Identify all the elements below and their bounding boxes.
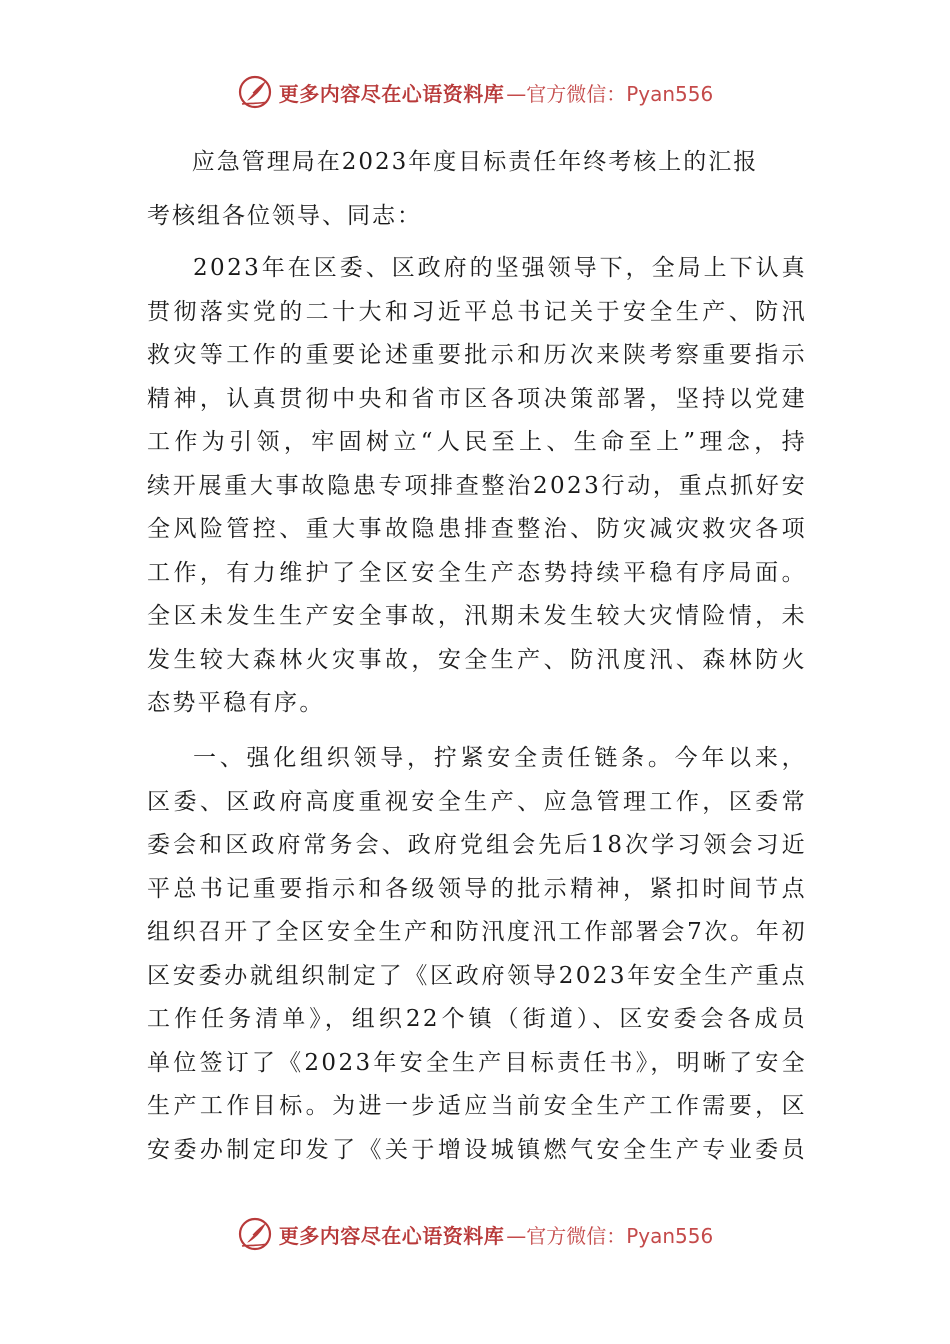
paragraph-line: 全风险管控、重大事故隐患排查整治、防灾减灾救灾各项 [147,516,807,542]
paragraph-section-one [147,737,807,1172]
watermark-brand-text: 更多内容尽在心语资料库 [278,81,505,106]
paragraph-intro [147,247,807,726]
paragraph-line: 单位签订了《2023年安全生产目标责任书》，明晰了安全 [147,1049,807,1076]
paragraph-line: 全区未发生生产安全事故，汛期未发生较大灾情险情，未 [147,603,807,629]
watermark-banner-top [0,70,950,114]
paragraph-line: 委会和区政府常务会、政府党组会先后18次学习领会习近 [147,832,807,858]
watermark-wechat-handle: —官方微信：Pyan556 [506,81,714,106]
paragraph-line: 2023年在区委、区政府的坚强领导下，全局上下认真 [193,255,807,281]
paragraph-line: 安委办制定印发了《关于增设城镇燃气安全生产专业委员 [147,1136,807,1163]
paragraph-line: 区安委办就组织制定了《区政府领导2023年安全生产重点 [147,962,807,989]
paragraph-line: 一、强化组织领导，拧紧安全责任链条。今年以来， [193,745,807,771]
paragraph-line: 工作为引领，牢固树立“人民至上、生命至上”理念，持 [147,429,807,455]
watermark-banner-bottom [0,1212,950,1256]
watermark-wechat-handle: —官方微信：Pyan556 [506,1223,714,1248]
paragraph-line: 平总书记重要指示和各级领导的批示精神，紧扣时间节点 [147,875,807,902]
paragraph-line: 发生较大森林火灾事故，安全生产、防汛度汛、森林防火 [147,646,807,673]
paragraph-line: 区委、区政府高度重视安全生产、应急管理工作，区委常 [147,788,807,815]
salutation: 考核组各位领导、同志： [147,203,422,229]
feather-pen-logo-icon [237,74,273,110]
paragraph-line: 精神，认真贯彻中央和省市区各项决策部署，坚持以党建 [147,385,807,412]
paragraph-line: 续开展重大事故隐患专项排查整治2023行动，重点抓好安 [147,472,807,499]
paragraph-line: 态势平稳有序。 [147,690,325,716]
watermark-brand-text: 更多内容尽在心语资料库 [278,1223,505,1248]
paragraph-line: 组织召开了全区安全生产和防汛度汛工作部署会7次。年初 [147,919,807,945]
paragraph-line: 生产工作目标。为进一步适应当前安全生产工作需要，区 [147,1093,807,1119]
paragraph-line: 救灾等工作的重要论述重要批示和历次来陕考察重要指示 [147,342,807,368]
paragraph-line: 工作，有力维护了全区安全生产态势持续平稳有序局面。 [147,559,807,586]
feather-pen-logo-icon [237,1216,273,1252]
paragraph-line: 贯彻落实党的二十大和习近平总书记关于安全生产、防汛 [147,298,807,325]
document-title: 应急管理局在2023年度目标责任年终考核上的汇报 [191,149,759,175]
paragraph-line: 工作任务清单》，组织22个镇（街道）、区安委会各成员 [147,1006,807,1032]
